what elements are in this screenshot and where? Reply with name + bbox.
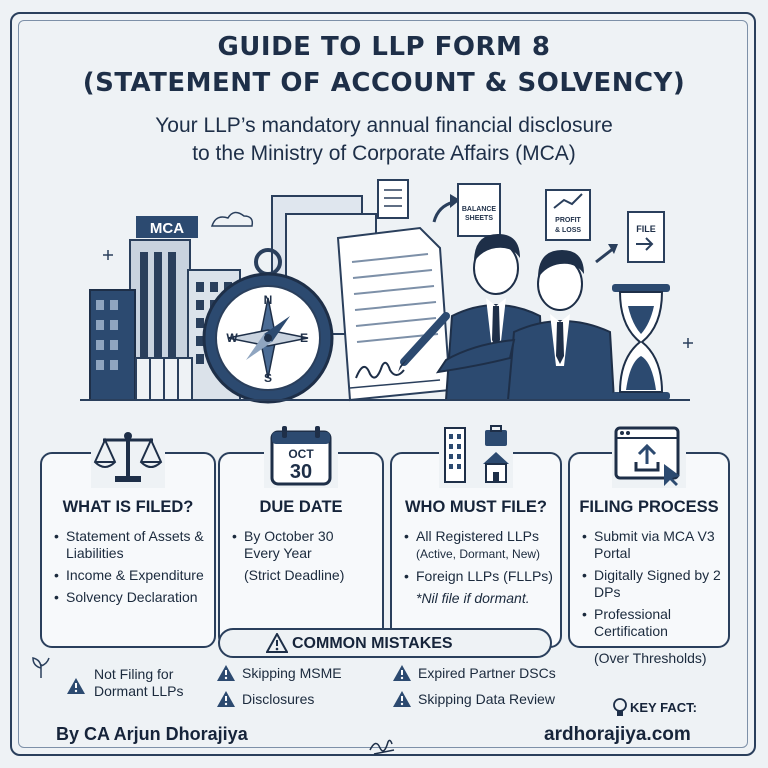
arrow-icon [596,248,614,262]
footer-website[interactable]: ardhorajiya.com [544,724,691,745]
list-item: • Digitally Signed by 2 DPs [580,567,722,601]
list-item: • Solvency Declaration [52,589,208,606]
sprout-icon [30,654,52,678]
cloud-icon [212,212,252,226]
sparkle-icon [683,338,693,348]
svg-text:& LOSS: & LOSS [554,227,582,234]
signature-flourish-icon [368,736,400,756]
svg-text:PROFIT: PROFIT [555,217,581,224]
filed-list [52,528,208,611]
warning-icon [66,677,86,695]
mistake-item: Skipping Data Review [418,691,555,707]
list-item: (Over Thresholds) [594,650,707,666]
document-icon [378,180,408,218]
card-title: FILING PROCESS [579,498,719,516]
list-item: • All Registered LLPs (Active, Dormant, New) [402,528,554,563]
warning-icon [216,664,236,682]
list-item: • Foreign LLPs (FLLPs) [402,568,554,585]
key-fact-label: KEY FACT: [630,700,697,715]
svg-text:W: W [226,331,238,345]
svg-text:S: S [263,371,273,385]
sparkle-icon [103,250,113,260]
hourglass-icon [612,284,670,400]
mca-sign: MCA [149,220,185,237]
card-what-is-filed [40,452,216,648]
list-item: • Professional Certification [580,606,722,640]
title-line-2: (STATEMENT OF ACCOUNT & SOLVENCY) [82,68,686,98]
svg-text:OCT: OCT [288,447,314,461]
card-title: WHO MUST FILE? [404,498,548,516]
card-who-must-file [390,452,562,648]
common-mistakes-heading [218,628,552,658]
title-line-1: GUIDE TO LLP FORM 8 [217,32,551,62]
scales-icon [91,424,165,488]
mistake-item: Disclosures [242,691,315,707]
mistake-item: Skipping MSME [242,665,342,681]
calendar-icon [264,424,338,488]
process-list [580,528,722,672]
list-item: (Strict Deadline) [244,567,345,583]
warning-icon [216,690,236,708]
card-title: WHAT IS FILED? [62,498,194,516]
profit-loss-doc-icon [546,190,590,240]
buildings-icon [439,424,513,488]
who-list [402,528,554,612]
svg-text:FILE: FILE [636,224,656,234]
subtitle-line-2: to the Ministry of Corporate Affairs (MCA) [192,142,576,165]
mistakes-title: COMMON MISTAKES [292,635,453,652]
svg-text:SHEETS: SHEETS [464,215,494,222]
signed-document-icon [338,228,450,400]
card-filing-process [568,452,730,666]
card-title: DUE DATE [259,498,343,516]
list-item: • Income & Expenditure [52,567,208,584]
list-item: • Submit via MCA V3 Portal [580,528,722,562]
list-item: • By October 30 Every Year [230,528,376,562]
warning-icon [392,690,412,708]
note-text: *Nil file if dormant. [416,590,530,606]
svg-text:30: 30 [289,461,313,483]
mistake-item: Expired Partner DSCs [418,665,556,681]
warning-icon [266,633,288,653]
warning-icon [392,664,412,682]
balance-sheets-doc-icon [458,184,500,236]
mistake-item: Not Filing for Dormant LLPs [94,666,184,699]
subtitle-line-1: Your LLP’s mandatory annual financial disclosure [155,114,613,137]
list-item: • Statement of Assets & Liabilities [52,528,208,562]
upload-window-icon [612,424,686,488]
card-due-date [218,447,384,648]
footer-author: By CA Arjun Dhorajiya [56,724,248,744]
svg-text:BALANCE: BALANCE [461,206,497,213]
svg-text:E: E [299,331,309,345]
lightbulb-icon [612,698,628,718]
file-doc-icon [628,212,664,262]
due-list [230,528,376,589]
svg-text:N: N [263,293,273,307]
